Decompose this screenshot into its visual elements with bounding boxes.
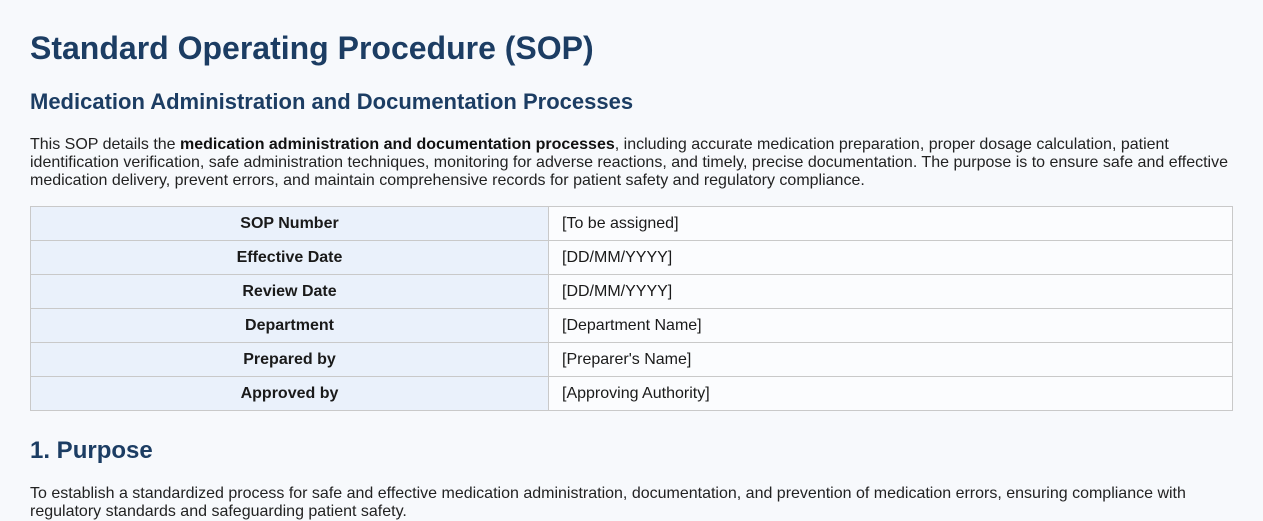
- intro-paragraph: [30, 136, 1240, 190]
- intro-suffix: , including accurate medication preparation, proper dosage calculation, patient identification verification, safe administration techniques, monitoring for adverse reactions, and timely, precise documentation. The purpose is to ensure safe and effective medication delivery, prevent errors, and maintain comprehensive records for patient safety and regulatory compliance.: [30, 136, 1228, 189]
- prepared-by-value: [Preparer's Name]: [549, 343, 1233, 377]
- table-row: [31, 309, 1233, 343]
- approved-by-label: Approved by: [31, 377, 549, 411]
- page-subtitle: Medication Administration and Documentation Processes: [30, 89, 634, 114]
- effective-date-label: Effective Date: [31, 241, 549, 275]
- table-row: [31, 377, 1233, 411]
- effective-date-value: [DD/MM/YYYY]: [549, 241, 1233, 275]
- intro-prefix: This SOP details the: [30, 136, 180, 153]
- section-heading-purpose: 1. Purpose: [30, 437, 153, 464]
- table-row: [31, 275, 1233, 309]
- department-value: [Department Name]: [549, 309, 1233, 343]
- section-text-purpose: To establish a standardized process for safe and effective medication administration, documentation, and prevention of medication errors, ensuring compliance with regulatory standards and safeguarding patient safety.: [30, 485, 1186, 520]
- table-row: [31, 241, 1233, 275]
- page-title: Standard Operating Procedure (SOP): [30, 30, 594, 66]
- approved-by-value: [Approving Authority]: [549, 377, 1233, 411]
- table-row: [31, 343, 1233, 377]
- review-date-value: [DD/MM/YYYY]: [549, 275, 1233, 309]
- sop-number-label: SOP Number: [31, 207, 549, 241]
- intro-emphasis: medication administration and documentation processes: [180, 136, 615, 153]
- department-label: Department: [31, 309, 549, 343]
- review-date-label: Review Date: [31, 275, 549, 309]
- sop-metadata-table: [30, 206, 1233, 411]
- table-row: [31, 207, 1233, 241]
- prepared-by-label: Prepared by: [31, 343, 549, 377]
- sop-number-value: [To be assigned]: [549, 207, 1233, 241]
